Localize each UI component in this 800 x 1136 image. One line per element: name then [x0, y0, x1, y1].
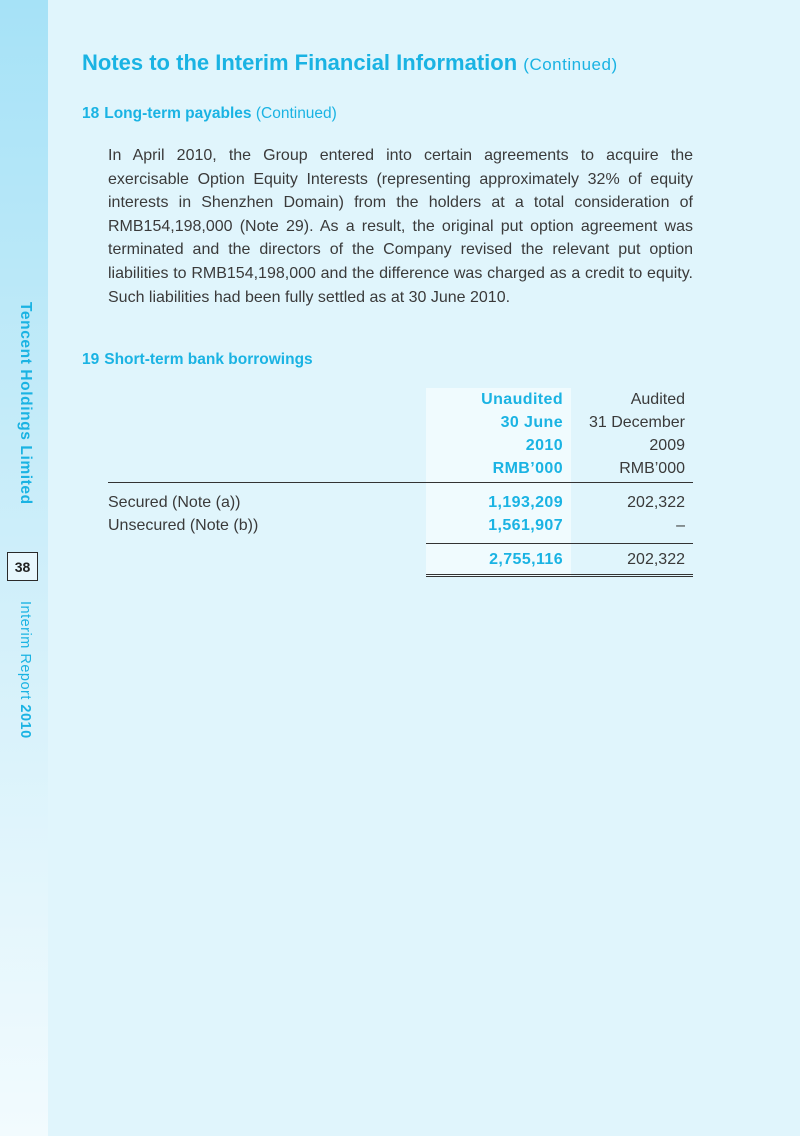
- section-18-continued: (Continued): [255, 105, 337, 122]
- page-number: 38: [7, 552, 38, 581]
- section-19-heading: Short-term bank borrowings: [104, 351, 313, 368]
- table-total-row: [108, 544, 693, 576]
- sidebar: [0, 0, 48, 1136]
- section-19-number: 19: [82, 351, 100, 368]
- page-title-continued: (Continued): [523, 55, 618, 74]
- row-unaudited-value: 1,561,907: [426, 514, 571, 544]
- sidebar-report-label: Interim Report: [17, 601, 33, 700]
- table-header-row: [108, 388, 693, 411]
- section-18-number: 18: [82, 105, 100, 122]
- header-audited-year: 2009: [649, 436, 685, 454]
- header-unaudited-year: 2010: [426, 434, 571, 457]
- page-title: Notes to the Interim Financial Information: [82, 50, 518, 75]
- total-audited-value: 202,322: [571, 544, 693, 576]
- header-audited: Audited: [630, 390, 685, 408]
- page-heading: [82, 50, 618, 76]
- borrowings-table: [108, 388, 693, 577]
- row-label: Secured (Note (a)): [108, 493, 241, 511]
- row-label: Unsecured (Note (b)): [108, 516, 259, 534]
- sidebar-report-title: [17, 601, 33, 739]
- row-audited-value: –: [676, 516, 685, 534]
- total-unaudited-value: 2,755,116: [426, 544, 571, 576]
- section-19-title: [82, 351, 313, 369]
- section-18-paragraph: In April 2010, the Group entered into certain agreements to acquire the exercisable Option Equity Interests (representing approximately 32% of equity interests in Shenzhen Domain) from the holders at a total consideration of RMB154,198,000 (Note 29). As a result, the original put option agreement was terminated and the directors of the Company revised the relevant put option liabilities to RMB154,198,000 and the difference was charged as a credit to equity. Such liabilities had been fully settled as at 30 June 2010.: [108, 147, 693, 306]
- section-18-title: [82, 105, 337, 123]
- header-audited-date: 31 December: [588, 413, 685, 431]
- table-row: [108, 514, 693, 544]
- header-unaudited: Unaudited: [426, 388, 571, 411]
- table-header-row: [108, 457, 693, 483]
- sidebar-report-year: 2010: [17, 704, 33, 739]
- header-unaudited-unit: RMB’000: [426, 457, 571, 483]
- sidebar-company-name: Tencent Holdings Limited: [17, 302, 34, 505]
- section-18-heading: Long-term payables: [104, 105, 252, 122]
- table-header-row: [108, 434, 693, 457]
- table-header-row: [108, 411, 693, 434]
- row-unaudited-value: 1,193,209: [426, 491, 571, 514]
- table-row: [108, 491, 693, 514]
- header-unaudited-date: 30 June: [426, 411, 571, 434]
- row-audited-value: 202,322: [627, 493, 685, 511]
- header-audited-unit: RMB’000: [571, 457, 693, 483]
